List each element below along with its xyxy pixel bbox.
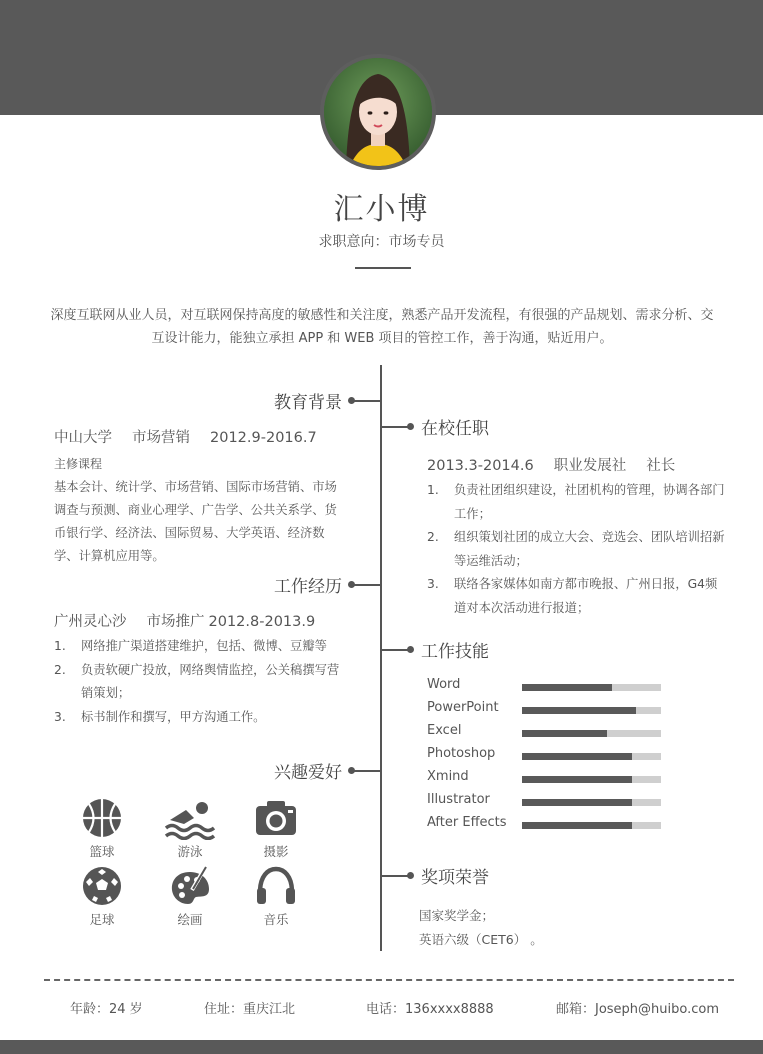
section-campus-title: 在校任职 — [421, 419, 489, 439]
section-education-title: 教育背景 — [274, 393, 342, 413]
section-hobbies-title: 兴趣爱好 — [274, 763, 342, 783]
skill-bar-fill — [522, 776, 632, 783]
basketball-icon — [80, 796, 124, 840]
timeline-connector — [380, 426, 408, 428]
headphones-icon — [254, 864, 298, 908]
timeline-dot — [407, 872, 414, 879]
name-divider — [355, 267, 411, 269]
work-content — [54, 610, 354, 729]
hobby-label: 足球 — [89, 912, 115, 927]
hobby-label: 篮球 — [89, 844, 115, 859]
timeline-connector — [380, 875, 408, 877]
skill-row — [427, 698, 667, 721]
education-heading — [54, 426, 354, 447]
work-period: 2012.8-2013.9 — [208, 614, 316, 630]
hobby-label: 绘画 — [177, 912, 203, 927]
skill-row — [427, 744, 667, 767]
list-item: 1. 负责社团组织建设，社团机构的管理，协调各部门工作； — [427, 483, 725, 521]
education-content — [54, 426, 354, 568]
work-role: 市场推广 — [146, 614, 205, 630]
section-hobbies-header — [200, 758, 381, 782]
swimming-icon — [168, 796, 212, 840]
skill-name: Word — [427, 677, 461, 692]
timeline-connector — [354, 584, 381, 586]
campus-org: 职业发展社 — [553, 458, 627, 474]
skill-bar — [522, 799, 661, 806]
hobby-painting — [160, 864, 220, 928]
summary-line-1: 深度互联网从业人员，对互联网保持高度的敏感性和关注度，熟悉产品开发流程，有很强的产品规划、需求分析、交 — [50, 308, 714, 323]
section-awards-header — [380, 863, 580, 887]
skill-bar — [522, 684, 661, 691]
skill-row — [427, 721, 667, 744]
education-school: 中山大学 — [54, 430, 112, 446]
section-work-title: 工作经历 — [274, 577, 342, 597]
skills-list — [427, 675, 667, 836]
hobby-basketball — [72, 796, 132, 860]
section-work-header — [200, 572, 381, 596]
job-intent: 求职意向：市场专员 — [318, 234, 445, 250]
course-text: 基本会计、统计学、市场营销、国际市场营销、市场调查与预测、商业心理学、广告学、公共关系学、货币银行学、经济法、国际贸易、大学英语、经济数学、计算机应用等。 — [54, 480, 337, 563]
skill-bar-fill — [522, 730, 607, 737]
timeline-connector — [380, 649, 408, 651]
timeline-connector — [354, 770, 381, 772]
hobby-label: 音乐 — [263, 912, 289, 927]
work-items — [54, 635, 350, 729]
skill-name: Photoshop — [427, 746, 496, 761]
awards-content — [419, 904, 543, 952]
section-skills-header — [380, 637, 580, 661]
timeline-connector — [354, 400, 381, 402]
skill-bar — [522, 730, 661, 737]
skill-bar — [522, 776, 661, 783]
work-heading — [54, 610, 354, 631]
skill-bar — [522, 753, 661, 760]
section-campus-header — [380, 414, 580, 438]
award-item: 英语六级（CET6） 。 — [419, 932, 543, 947]
hobby-label: 摄影 — [263, 844, 289, 859]
footer-phone: 电话：136xxxx8888 — [366, 1002, 494, 1017]
work-company: 广州灵心沙 — [54, 614, 127, 630]
education-period: 2012.9-2016.7 — [210, 430, 317, 446]
footer-divider — [44, 979, 734, 981]
avatar — [320, 54, 436, 170]
footer-email: 邮箱：Joseph@huibo.com — [556, 1002, 720, 1017]
summary — [36, 304, 728, 350]
skill-bar-fill — [522, 707, 636, 714]
list-item: 2. 组织策划社团的成立大会、竞选会、团队培训招新等运维活动； — [427, 530, 725, 568]
education-major: 市场营销 — [132, 430, 190, 446]
skill-name: After Effects — [427, 815, 507, 830]
section-awards-title: 奖项荣誉 — [421, 868, 489, 888]
skill-bar-fill — [522, 822, 632, 829]
campus-items — [427, 479, 727, 620]
camera-icon — [254, 796, 298, 840]
section-education-header — [200, 388, 381, 412]
timeline-dot — [407, 423, 414, 430]
skill-bar-fill — [522, 799, 632, 806]
footer-band — [0, 1040, 763, 1054]
section-skills-title: 工作技能 — [421, 642, 489, 662]
skill-bar — [522, 822, 661, 829]
skill-row — [427, 675, 667, 698]
palette-icon — [168, 864, 212, 908]
skill-name: Illustrator — [427, 792, 490, 807]
skill-bar-fill — [522, 684, 612, 691]
candidate-name: 汇小博 — [333, 192, 430, 227]
list-item: 3. 标书制作和撰写，甲方沟通工作。 — [54, 709, 266, 724]
skill-row — [427, 767, 667, 790]
list-item: 1. 网络推广渠道搭建维护，包括、微博、豆瓣等 — [54, 639, 327, 653]
summary-line-2: 互设计能力，能独立承担 APP 和 WEB 项目的管控工作，善于沟通，贴近用户。 — [151, 331, 613, 346]
skill-row — [427, 790, 667, 813]
football-icon — [80, 864, 124, 908]
hobby-football — [72, 864, 132, 928]
footer-age: 年龄：24 岁 — [70, 1002, 143, 1017]
hobby-label: 游泳 — [177, 844, 203, 859]
hobby-photography — [246, 796, 306, 860]
campus-role: 社长 — [646, 458, 676, 474]
skill-bar-fill — [522, 753, 632, 760]
footer-address: 住址：重庆江北 — [204, 1002, 296, 1017]
skill-row — [427, 813, 667, 836]
campus-heading — [427, 454, 727, 475]
timeline-dot — [407, 646, 414, 653]
skill-name: Excel — [427, 723, 462, 738]
campus-content — [427, 454, 727, 620]
skill-name: PowerPoint — [427, 700, 499, 715]
hobby-music — [246, 864, 306, 928]
skill-name: Xmind — [427, 769, 469, 784]
hobby-swimming — [160, 796, 220, 860]
campus-period: 2013.3-2014.6 — [427, 458, 534, 474]
skill-bar — [522, 707, 661, 714]
list-item: 3. 联络各家媒体如南方都市晚报、广州日报，G4频道对本次活动进行报道； — [427, 577, 718, 615]
list-item: 2. 负责软硬广投放，网络舆情监控，公关稿撰写营销策划； — [54, 662, 340, 700]
course-label: 主修课程 — [54, 457, 103, 471]
award-item: 国家奖学金； — [419, 908, 495, 923]
